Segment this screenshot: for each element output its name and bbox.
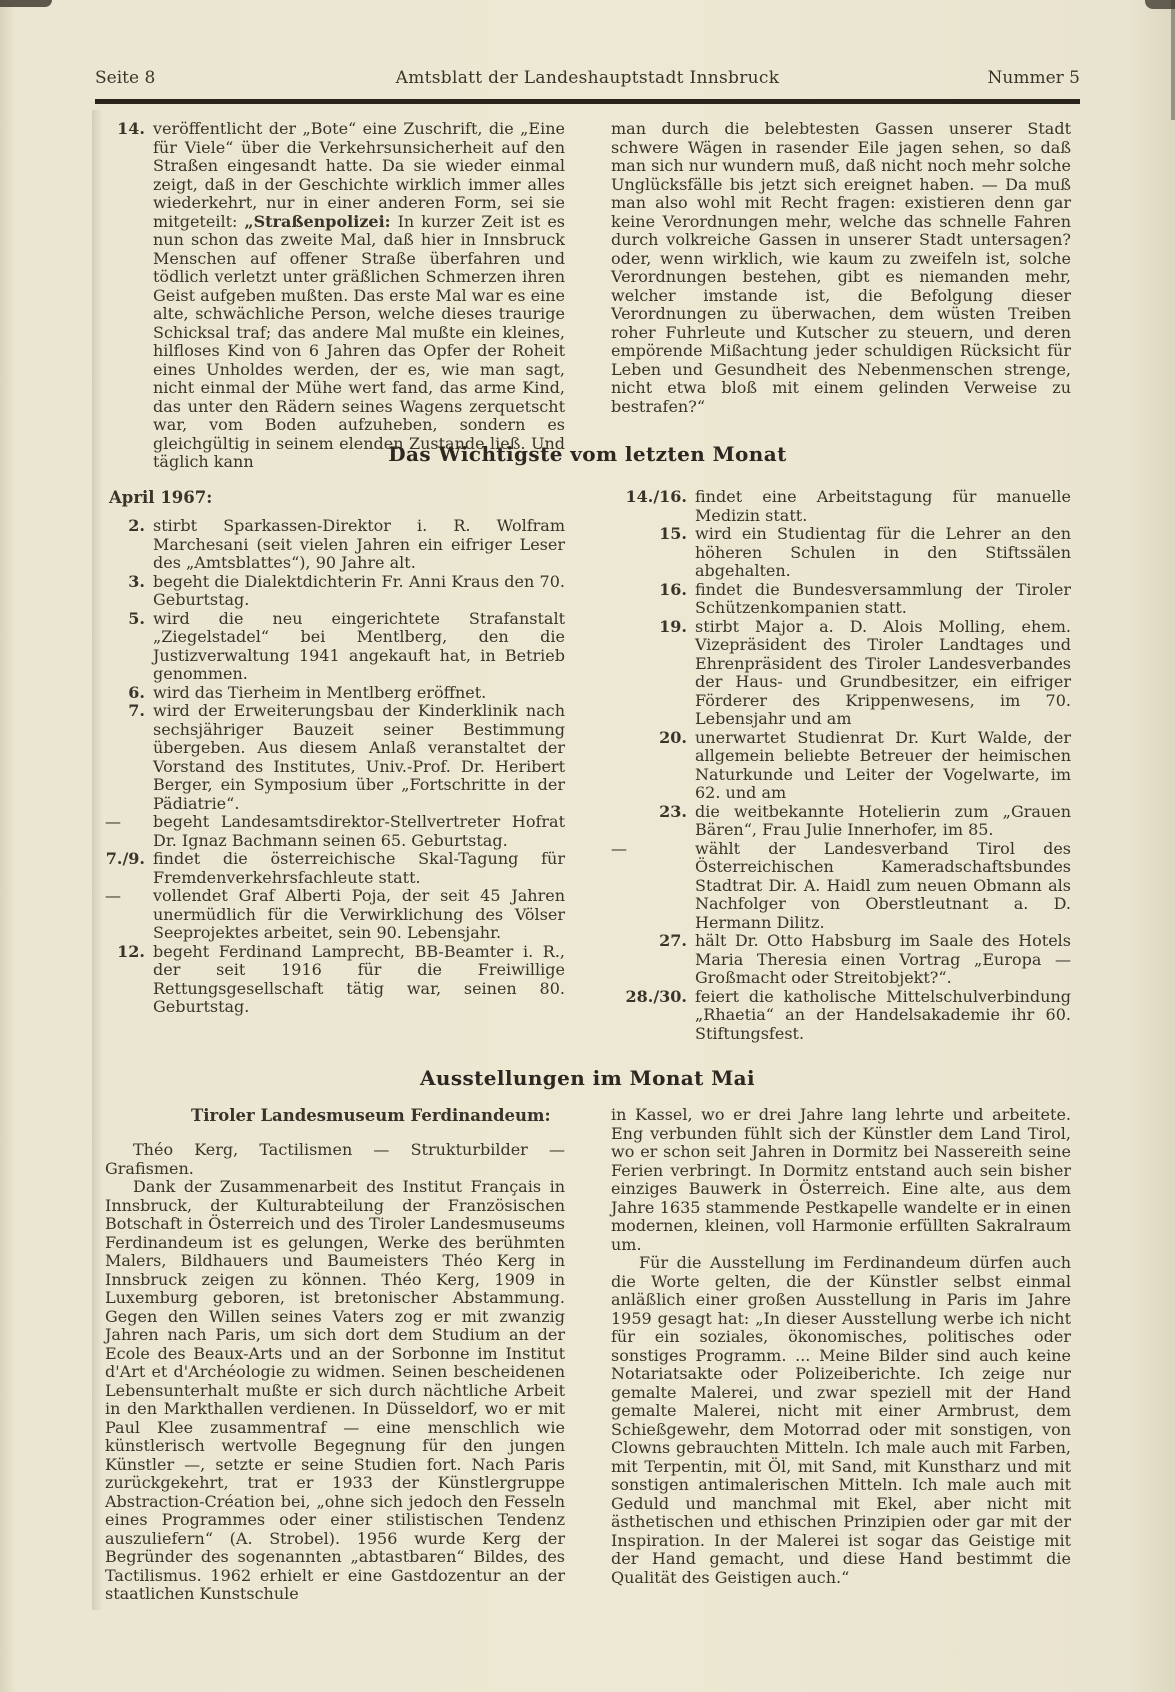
item-text: vollendet Graf Alberti Poja, der seit 45 Jahren unermüdlich für die Verwirklichung des Völser Seeprojektes arbeitet, sein 90. Lebensjahr. <box>153 886 565 942</box>
item-text: stirbt Major a. D. Alois Molling, ehem. Vizepräsident des Tiroler Landtages und Ehrenpräsident des Tiroler Landesverbandes der Haus- und Grundbesitzer, ein eifriger Förderer des Krippenwesens, im 70. Lebensjahr und am <box>695 616 1071 728</box>
item-text: feiert die katholische Mittelschulverbindung „Rhaetia“ an der Handelsakademie ihr 60. Stiftungsfest. <box>695 986 1071 1043</box>
exhibition-title-line: Théo Kerg, Tactilismen — Strukturbilder — Grafismen. <box>105 1140 565 1178</box>
intro-left-column <box>105 120 565 472</box>
item-text: findet eine Arbeitstagung für manuelle Medizin statt. <box>695 487 1071 525</box>
item-number: 7. <box>128 701 145 720</box>
scan-fold-shadow <box>92 110 103 1610</box>
item-number: 19. <box>659 616 687 636</box>
monthly-item <box>105 943 565 1017</box>
monthly-item <box>611 803 1071 840</box>
museum-subheading: Tiroler Landesmuseum Ferdinandeum: <box>191 1106 551 1125</box>
item-text: wird das Tierheim in Mentlberg eröffnet. <box>153 682 487 702</box>
monthly-item <box>611 618 1071 729</box>
item-text: begeht Ferdinand Lamprecht, BB-Beamter i. R., der seit 1916 für die Freiwillige Rettungsgesellschaft tätig war, seinen 80. Geburtstag. <box>153 941 565 1016</box>
item-text: die weitbekannte Hotelierin zum „Grauen Bären“, Frau Julie Innerhofer, im 85. <box>695 801 1071 839</box>
monthly-item <box>105 850 565 887</box>
item-text: wird ein Studientag für die Lehrer an den höheren Schulen in den Stiftssälen abgehalten. <box>695 524 1071 580</box>
item-number: 23. <box>659 801 687 821</box>
item-text: stirbt Sparkassen-Direktor i. R. Wolfram Marchesani (seit vielen Jahren ein eifriger Leser des „Amtsblattes“), 90 Jahre alt. <box>153 516 565 572</box>
monthly-item <box>611 932 1071 988</box>
item-number: 14. <box>117 119 145 138</box>
monthly-section <box>105 488 1071 1043</box>
item-number: 14./16. <box>625 487 687 506</box>
item-number: 3. <box>128 571 145 591</box>
intro-bold-inline: „Straßenpolizei: <box>244 211 391 231</box>
item-text: hält Dr. Otto Habsburg im Saale des Hotels Maria Theresia einen Vortrag „Europa — Großmacht oder Streitobjekt?“. <box>695 931 1071 987</box>
item-number: 20. <box>659 727 687 747</box>
monthly-item <box>105 610 565 684</box>
monthly-item <box>105 573 565 610</box>
monthly-item <box>611 488 1071 525</box>
intro-text-after-bold: In kurzer Zeit ist es nun schon das zweite Mal, daß hier in Innsbruck Menschen auf offener Straße überfahren und tödlich verletzt unter gräßlichen Schmerzen ihren Geist aufgeben mußten. Das erste Mal war es eine alte, schwächliche Person, welche dieses traurige Schicksal traf; das andere Mal mußte ein kleines, hilfloses Kind von 6 Jahren das Opfer der Roheit eines Unholdes werden, der es, wie man sagt, nicht einmal der Mühe wert fand, das arme Kind, das unter den Rädern seines Wagens zerquetscht war, vom Boden aufzuheben, sondern es gleichgültig in seinem elenden Zustande ließ. Und täglich kann <box>153 211 565 471</box>
exhibitions-section <box>105 1106 1071 1604</box>
date-label: April 1967: <box>109 488 213 507</box>
page-header <box>95 68 1080 88</box>
exhibitions-right-column <box>611 1106 1071 1604</box>
issue-number-label: Nummer 5 <box>987 68 1080 88</box>
intro-text-before-bold: veröffentlicht der „Bote“ eine Zuschrift, die „Eine für Viele“ über die Verkehrsunsicherheit auf den Straßen eingesandt hatte. Da sie wieder einmal zeigt, daß in der Geschichte wirklich immer alles wiederkehrt, nur in einer anderen Form, sei sie mitgeteilt: <box>153 119 565 231</box>
item-text: findet die Bundesversammlung der Tiroler Schützenkompanien statt. <box>695 579 1071 617</box>
masthead-title: Amtsblatt der Landeshauptstadt Innsbruck <box>395 68 780 88</box>
monthly-item <box>611 840 1071 933</box>
monthly-item <box>105 887 565 943</box>
item-text: wird die neu eingerichtete Strafanstalt „Ziegelstadel“ bei Mentlberg, den die Justizverwaltung 1941 angekauft hat, in Betrieb genommen. <box>153 608 565 683</box>
header-rule <box>95 99 1080 104</box>
item-text: begeht die Dialektdichterin Fr. Anni Kraus den 70. Geburtstag. <box>153 571 565 609</box>
exhibition-paragraph: Dank der Zusammenarbeit des Institut Français in Innsbruck, der Kulturabteilung der Französischen Botschaft in Österreich und des Tiroler Landesmuseums Ferdinandeum ist es gelungen, Werke des berühmten Malers, Bildhauers und Baumeisters Théo Kerg in Innsbruck zeigen zu können. Théo Kerg, 1909 in Luxemburg geboren, ist bretonischer Abstammung. Gegen den Willen seines Vaters zog er mit zwanzig Jahren nach Paris, um sich dort dem Studium an der Ecole des Beaux-Arts und an der Sorbonne im Institut d'Art et d'Archéologie zu widmen. Seinen bescheidenen Lebensunterhalt mußte er sich durch nächtliche Arbeit in den Markthallen verdienen. In Düsseldorf, wo er mit Paul Klee zusammentraf — eine menschlich wie künstlerisch wertvolle Begegnung für den jungen Künstler —, setzte er seine Studien fort. Nach Paris zurückgekehrt, trat er 1933 der Künstlergruppe Abstraction-Création bei, „ohne sich jedoch den Fesseln eines Programmes oder einer stilistischen Tendenz auszuliefern“ (A. Strobel). 1956 wurde Kerg der Begründer des sogenannten „abtastbaren“ Bildes, des Tactilismus. 1962 erhielt er eine Gastdozentur an der staatlichen Kunstschule <box>105 1177 565 1603</box>
intro-item <box>105 120 565 472</box>
item-text: unerwartet Studienrat Dr. Kurt Walde, der allgemein beliebte Betreuer der heimischen Naturkunde und Leiter der Vogelwarte, im 62. und am <box>695 727 1071 802</box>
monthly-item <box>611 729 1071 803</box>
exhibition-paragraph: in Kassel, wo er drei Jahre lang lehrte und arbeitete. Eng verbunden fühlt sich der Künstler dem Land Tirol, wo er schon seit Jahren in Dormitz bei Nassereith seine Ferien verbringt. In Dormitz entstand auch sein bisher einziges Bauwerk in Österreich. Eine alte, aus dem Jahre 1635 stammende Pestkapelle wandelte er in einen modernen, kleinen, voll Harmonie erfüllten Sakralraum um. <box>611 1105 1071 1254</box>
item-text <box>153 120 565 472</box>
item-number: 27. <box>659 931 687 950</box>
item-number: 5. <box>128 608 145 628</box>
monthly-right-column <box>611 488 1071 1043</box>
item-text: wählt der Landesverband Tirol des Österreichischen Kameradschaftsbundes Stadtrat Dir. A. Haidl zum neuen Obmann als Nachfolger von Oberstleutnant a. D. Hermann Dilitz. <box>695 838 1071 932</box>
item-number: 6. <box>128 682 145 702</box>
scan-corner-mark <box>0 0 52 7</box>
item-number: 2. <box>128 516 145 535</box>
monthly-item <box>105 702 565 813</box>
page-number-label: Seite 8 <box>95 68 156 88</box>
section-heading-exhibitions: Ausstellungen im Monat Mai <box>419 1066 756 1090</box>
monthly-item <box>105 684 565 703</box>
item-number: 15. <box>659 524 687 543</box>
exhibitions-left-column <box>105 1106 565 1604</box>
item-number: 28./30. <box>625 986 687 1006</box>
item-text: begeht Landesamtsdirektor-Stellvertreter Hofrat Dr. Ignaz Bachmann seinen 65. Geburtstag. <box>153 812 565 850</box>
monthly-item <box>611 525 1071 581</box>
intro-right-column: man durch die belebtesten Gassen unserer Stadt schwere Wägen in rasender Eile jagen sehen, so daß man sich nur wundern muß, daß nicht noch mehr solche Unglücksfälle bis jetzt sich ereignet haben. — Da muß man also wohl mit Recht fragen: existieren denn gar keine Verordnungen mehr, welche das schnelle Fahren durch volkreiche Gassen in unserer Stadt untersagen? oder, wenn wirklich, wie kaum zu zweifeln ist, solche Verordnungen bestehen, gibt es niemanden mehr, welcher imstande ist, die Befolgung dieser Verordnungen zu überwachen, dem wüsten Treiben roher Fuhrleute und Kutscher zu steuern, und deren empörende Mißachtung jeder schuldigen Rücksicht für Leben und Gesundheit des Nebenmenschen strenge, nicht etwa bloß mit einem gelinden Verweise zu bestrafen?“ <box>611 119 1071 416</box>
monthly-item <box>611 581 1071 618</box>
monthly-item <box>105 517 565 573</box>
section-heading-monthly: Das Wichtigste vom letzten Monat <box>388 442 787 466</box>
item-number: 12. <box>117 941 145 961</box>
item-number: 7./9. <box>105 849 145 868</box>
item-text: wird der Erweiterungsbau der Kinderklinik nach sechsjähriger Bauzeit seiner Bestimmung übergeben. Aus diesem Anlaß veranstaltet der Vorstand des Institutes, Univ.-Prof. Dr. Heribert Berger, ein Symposium über „Fortschritte in der Pädiatrie“. <box>153 701 565 813</box>
item-dash-marker: — <box>105 886 121 905</box>
exhibition-paragraph: Für die Ausstellung im Ferdinandeum dürfen auch die Worte gelten, die der Künstler selbst einmal anläßlich einer großen Ausstellung in Paris im Jahre 1959 gesagt hat: „In dieser Ausstellung werbe ich nicht für ein soziales, ökonomisches, politisches oder sonstiges Programm. ... Meine Bilder sind auch keine Notariatsakte oder Polizeiberichte. Ich zeige nur gemalte Malerei, und zwar speziell mit der Hand gemalte Malerei, nicht mit einer Armbrust, dem Schießgewehr, dem Motorrad oder mit sonstigen, von Clowns gebrauchten Mitteln. Ich male auch mit Farben, mit Terpentin, mit Öl, mit Sand, mit Kunstharz und mit sonstigen antimalerischen Mitteln. Ich male auch mit Geduld und manchmal mit Ekel, aber nicht mit ästhetischen und ethischen Prinzipien oder gar mit der Inspiration. In der Malerei ist sogar das Geistige mit der Hand gemacht, und diese Hand bestimmt die Qualität des Geistigen auch.“ <box>611 1253 1071 1587</box>
item-text: findet die österreichische Skal-Tagung für Fremdenverkehrsfachleute statt. <box>153 849 565 887</box>
item-number: 16. <box>659 579 687 599</box>
item-dash-marker: — <box>611 838 627 858</box>
scan-edge-shadow <box>1171 0 1175 120</box>
intro-article <box>105 120 1071 472</box>
monthly-item <box>105 813 565 850</box>
monthly-item <box>611 988 1071 1044</box>
item-dash-marker: — <box>105 812 121 831</box>
monthly-left-column <box>105 488 565 1043</box>
